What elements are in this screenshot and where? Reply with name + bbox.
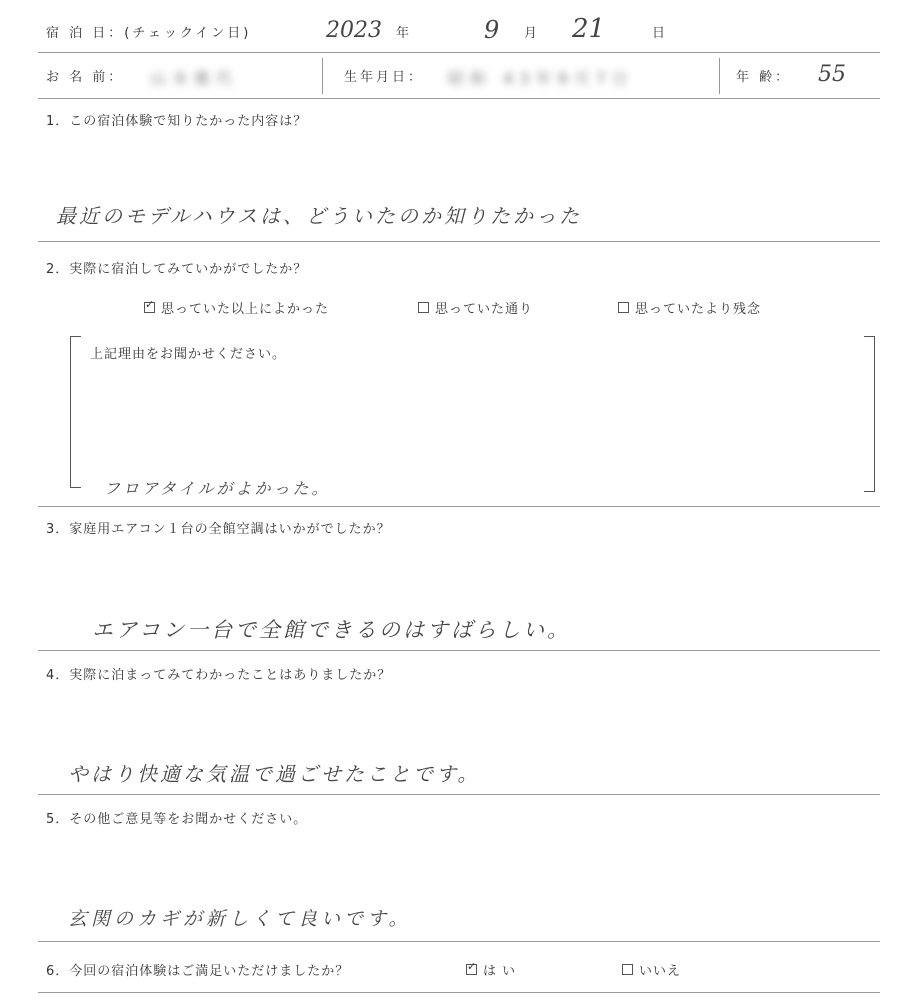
option-label: 思っていたより残念 bbox=[635, 302, 762, 317]
question-3-label: 3．家庭用エアコン１台の全館空調はいかがでしたか？ bbox=[46, 522, 391, 537]
reason-bracket-right bbox=[864, 336, 875, 492]
question-3-answer[interactable]: エアコン一台で全館できるのはすばらしい。 bbox=[92, 618, 571, 642]
checkbox-icon[interactable] bbox=[418, 302, 429, 313]
overall-satisfaction-yes[interactable] bbox=[466, 960, 516, 979]
option-label: 思っていた通り bbox=[435, 302, 534, 317]
year-unit: 年 bbox=[396, 26, 413, 41]
question-1-divider bbox=[38, 241, 880, 242]
stay-month-value[interactable]: 9 bbox=[484, 16, 500, 44]
question-2-label: 2．実際に宿泊してみていかがでしたか？ bbox=[46, 262, 308, 277]
stay-year-value[interactable]: 2023 bbox=[326, 18, 382, 43]
day-unit: 日 bbox=[652, 26, 669, 41]
header-divider-2 bbox=[38, 98, 880, 99]
question-5-divider bbox=[38, 941, 880, 942]
checkbox-checked-icon[interactable] bbox=[144, 302, 155, 313]
reason-answer[interactable]: フロアタイルがよかった。 bbox=[104, 479, 331, 498]
name-value[interactable]: 山本雅代 bbox=[150, 69, 239, 88]
question-4-label: 4．実際に泊まってみてわかったことはありましたか？ bbox=[46, 668, 392, 683]
option-label: いいえ bbox=[639, 964, 682, 979]
reason-label: 上記理由をお聞かせください。 bbox=[90, 347, 287, 362]
question-6-divider bbox=[38, 992, 880, 993]
option-label: は い bbox=[483, 964, 517, 979]
option-label: 思っていた以上によかった bbox=[161, 302, 330, 317]
satisfaction-option-disappointing[interactable] bbox=[618, 298, 761, 317]
birth-label: 生年月日： bbox=[344, 70, 425, 85]
stay-date-label: 宿 泊 日：(チェックイン日) bbox=[46, 26, 252, 41]
question-6-label: 6．今回の宿泊体験はご満足いただけましたか？ bbox=[46, 964, 350, 979]
question-4-answer[interactable]: やはり快適な気温で過ごせたことです。 bbox=[68, 762, 481, 786]
satisfaction-option-better[interactable] bbox=[144, 298, 329, 317]
question-3-divider bbox=[38, 650, 880, 651]
birth-age-divider bbox=[719, 58, 720, 94]
checkbox-checked-icon[interactable] bbox=[466, 964, 477, 975]
checkbox-icon[interactable] bbox=[618, 302, 629, 313]
reason-bracket-left bbox=[70, 336, 81, 488]
name-label: お 名 前： bbox=[46, 70, 125, 85]
name-birth-divider bbox=[322, 58, 323, 94]
month-unit: 月 bbox=[524, 26, 541, 41]
age-value[interactable]: 55 bbox=[818, 62, 846, 87]
satisfaction-option-as-expected[interactable] bbox=[418, 298, 533, 317]
question-2-divider bbox=[38, 506, 880, 507]
question-4-divider bbox=[38, 794, 880, 795]
header-divider-1 bbox=[38, 52, 880, 53]
question-5-label: 5．その他ご意見等をお聞かせください。 bbox=[46, 812, 308, 827]
overall-satisfaction-no[interactable] bbox=[622, 960, 681, 979]
question-1-answer[interactable]: 最近のモデルハウスは、どういたのか知りたかった bbox=[56, 204, 582, 228]
birth-value[interactable]: 昭和 43年9月7日 bbox=[448, 69, 634, 88]
stay-day-value[interactable]: 21 bbox=[572, 14, 606, 44]
age-label: 年 齢： bbox=[736, 70, 792, 85]
question-5-answer[interactable]: 玄関のカギが新しくて良いです。 bbox=[68, 908, 412, 930]
checkbox-icon[interactable] bbox=[622, 964, 633, 975]
question-1-label: 1．この宿泊体験で知りたかった内容は？ bbox=[46, 114, 308, 129]
